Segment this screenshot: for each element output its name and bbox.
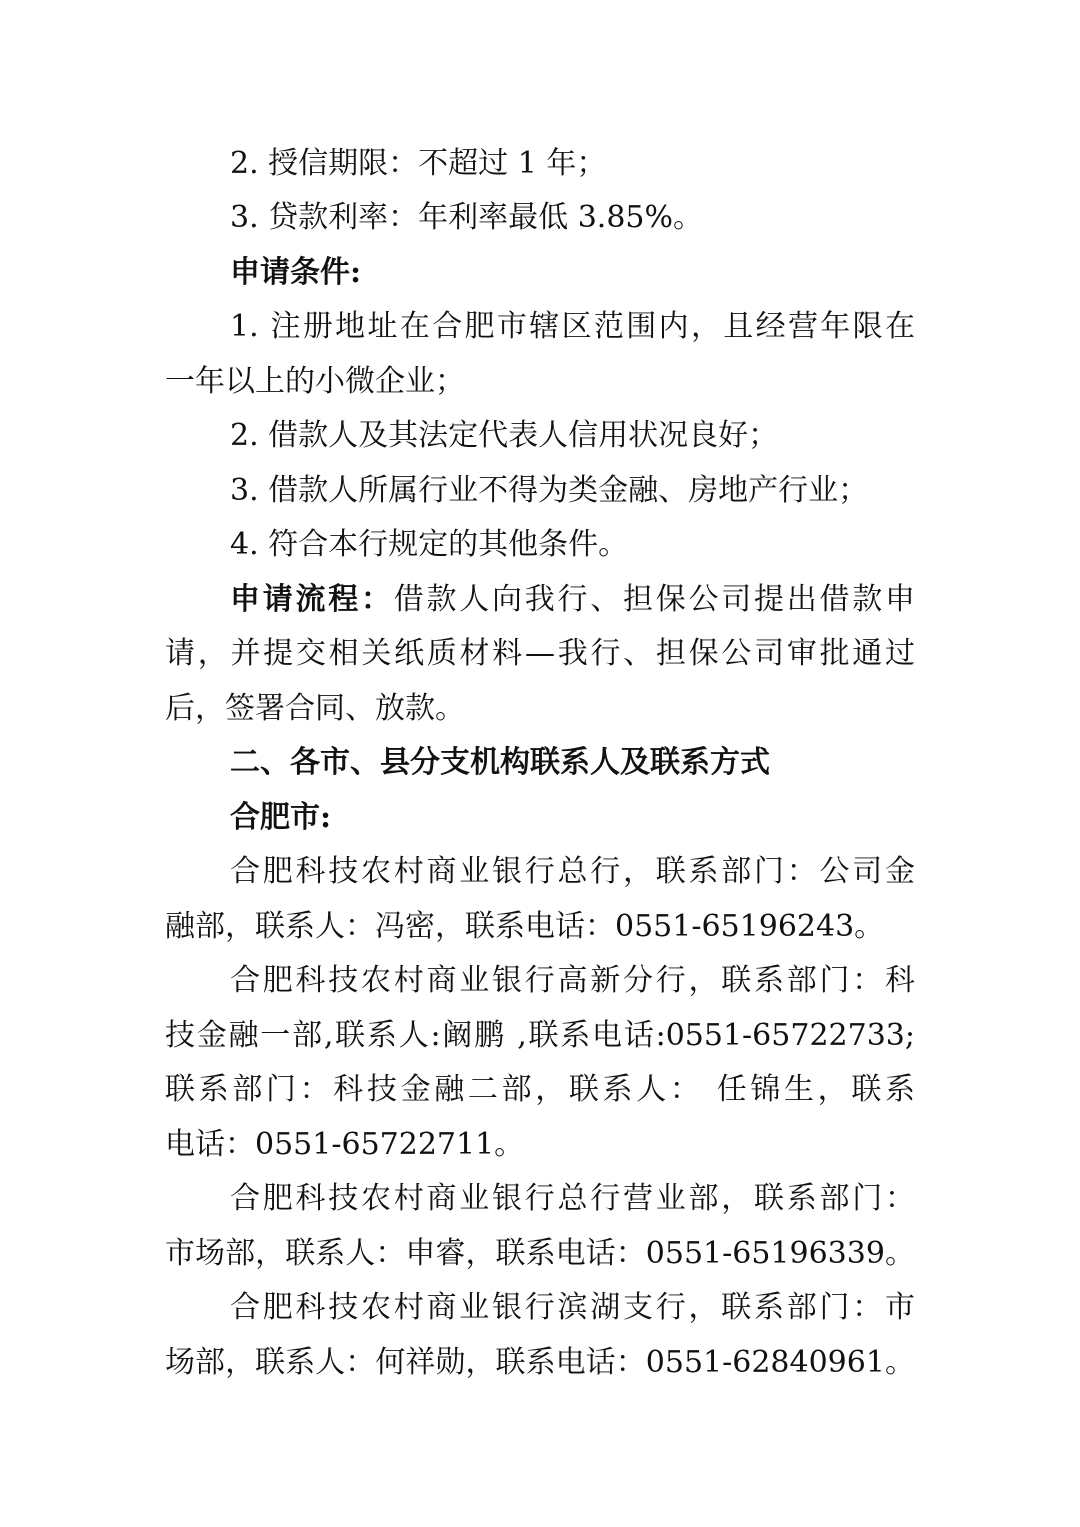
branch3-line2: 市场部，联系人：申睿，联系电话：0551-65196339。 [165,1236,915,1271]
branch3-line1: 合肥科技农村商业银行总行营业部，联系部门： [230,1181,915,1216]
conditions-heading: 申请条件: [230,255,362,290]
section2-heading: 二、各市、县分支机构联系人及联系方式 [230,745,770,780]
process-label: 申请流程： [230,582,394,617]
city-heading: 合肥市: [230,800,332,835]
condition-3: 3. 借款人所属行业不得为类金融、房地产行业； [230,473,869,508]
branch2-line3: 联系部门：科技金融二部，联系人： 任锦生，联系 [165,1072,915,1107]
condition-2: 2. 借款人及其法定代表人信用状况良好； [230,418,779,453]
term-period: 2. 授信期限：不超过 1 年； [230,146,607,181]
process-line1 [230,580,915,620]
branch2-line2: 技金融一部,联系人:阚鹏 ,联系电话:0551-65722733; [165,1018,915,1053]
branch1-line2: 融部，联系人：冯密，联系电话：0551-65196243。 [165,909,885,944]
condition-4: 4. 符合本行规定的其他条件。 [230,527,629,562]
branch2-line1: 合肥科技农村商业银行高新分行，联系部门：科 [230,963,915,998]
process-line2: 请，并提交相关纸质材料—我行、担保公司审批通过 [165,636,915,671]
condition-1-line1: 1. 注册地址在合肥市辖区范围内，且经营年限在 [230,309,915,344]
branch4-line2: 场部，联系人：何祥勋，联系电话：0551-62840961。 [165,1345,915,1380]
branch2-line4: 电话：0551-65722711。 [165,1127,525,1162]
process-text: 借款人向我行、担保公司提出借款申 [393,582,915,617]
condition-1-line2: 一年以上的小微企业； [165,364,465,399]
branch4-line1: 合肥科技农村商业银行滨湖支行，联系部门：市 [230,1290,915,1325]
process-line3: 后，签署合同、放款。 [165,691,465,726]
term-rate: 3. 贷款利率：年利率最低 3.85%。 [230,200,703,235]
branch1-line1: 合肥科技农村商业银行总行，联系部门：公司金 [230,854,915,889]
